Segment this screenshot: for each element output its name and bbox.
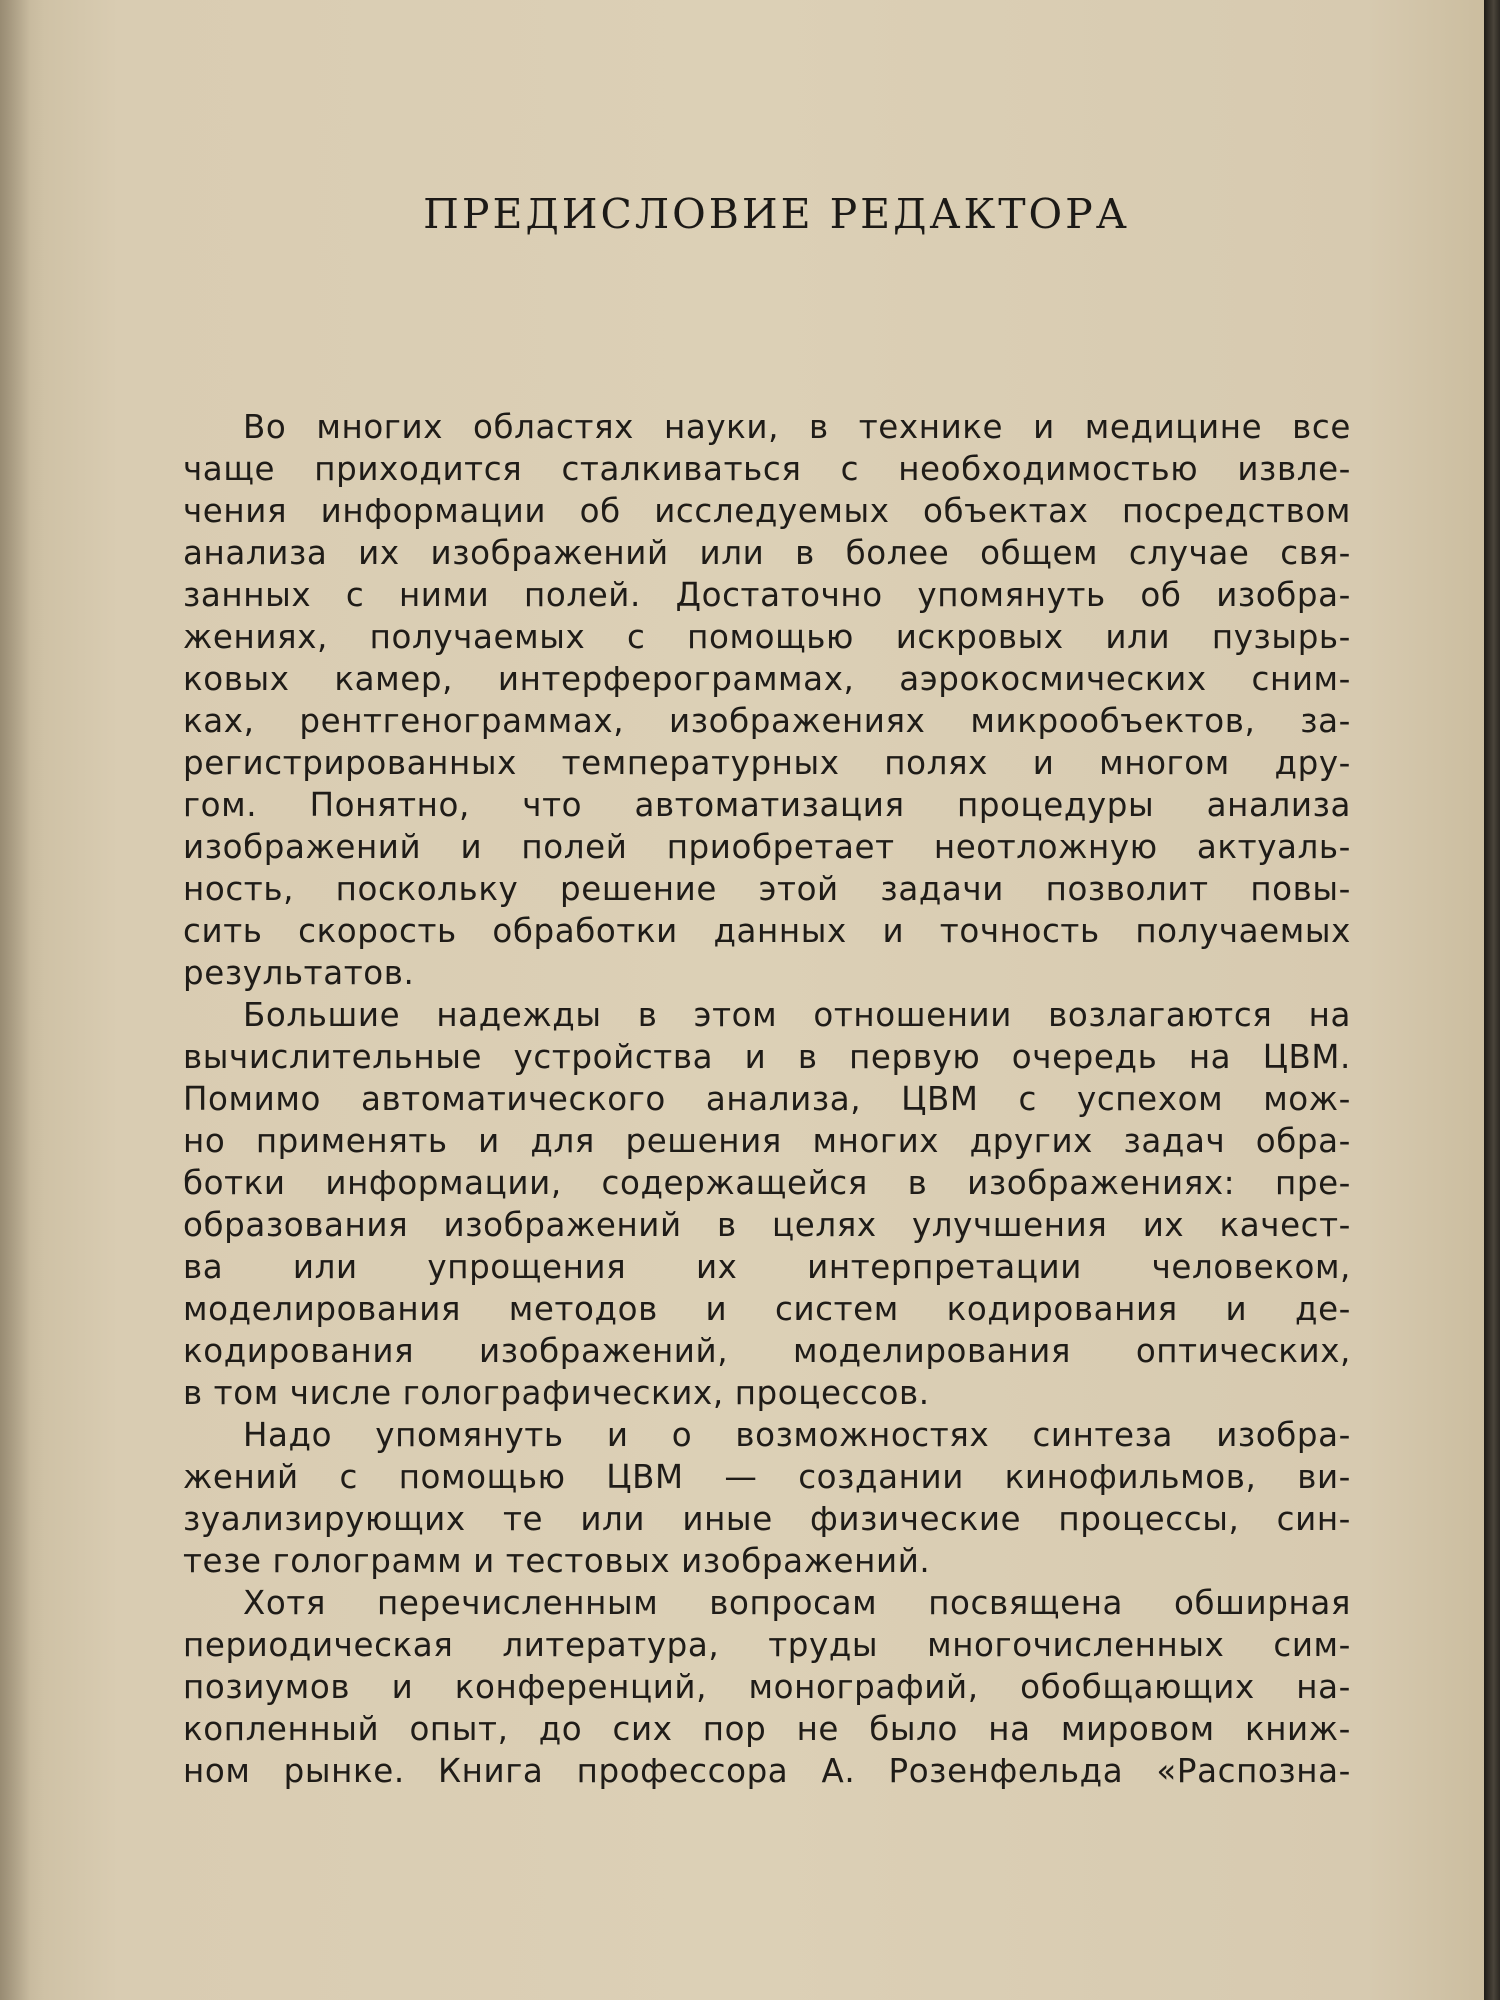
text-line: ках, рентгенограммах, изображениях микрообъектов, за- — [183, 702, 1351, 740]
text-line: изображений и полей приобретает неотложную актуаль- — [183, 828, 1351, 866]
text-line: ботки информации, содержащейся в изображениях: пре- — [183, 1164, 1351, 1202]
text-line: в том числе голографических, процессов. — [183, 1374, 930, 1412]
text-line: занных с ними полей. Достаточно упомянуть об изобра- — [183, 576, 1351, 614]
text-line: Большие надежды в этом отношении возлагаются на — [243, 996, 1351, 1034]
text-line: образования изображений в целях улучшения их качест- — [183, 1206, 1351, 1244]
body-text — [183, 406, 1351, 1792]
text-line: Хотя перечисленным вопросам посвящена обширная — [243, 1584, 1351, 1622]
page-edge-shadow — [1484, 0, 1500, 2000]
text-line: чения информации об исследуемых объектах посредством — [183, 492, 1351, 530]
text-line: копленный опыт, до сих пор не было на мировом книж- — [183, 1710, 1351, 1748]
text-line: Помимо автоматического анализа, ЦВМ с успехом мож- — [183, 1080, 1351, 1118]
text-line: вычислительные устройства и в первую очередь на ЦВМ. — [183, 1038, 1351, 1076]
text-line: Надо упомянуть и о возможностях синтеза изобра- — [243, 1416, 1351, 1454]
text-line: тезе голограмм и тестовых изображений. — [183, 1542, 931, 1580]
text-line: кодирования изображений, моделирования оптических, — [183, 1332, 1351, 1370]
text-line: ковых камер, интерферограммах, аэрокосмических сним- — [183, 660, 1351, 698]
text-line: позиумов и конференций, монографий, обобщающих на- — [183, 1668, 1351, 1706]
text-line: анализа их изображений или в более общем случае свя- — [183, 534, 1351, 572]
text-line: чаще приходится сталкиваться с необходимостью извле- — [183, 450, 1351, 488]
page-title: ПРЕДИСЛОВИЕ РЕДАКТОРА — [423, 190, 1130, 238]
text-line: регистрированных температурных полях и многом дру- — [183, 744, 1351, 782]
text-line: сить скорость обработки данных и точность получаемых — [183, 912, 1351, 950]
text-line: ном рынке. Книга профессора А. Розенфельда «Распозна- — [183, 1752, 1351, 1790]
text-line: жениях, получаемых с помощью искровых или пузырь- — [183, 618, 1351, 656]
text-line: ность, поскольку решение этой задачи позволит повы- — [183, 870, 1351, 908]
text-line: результатов. — [183, 954, 415, 992]
text-line: периодическая литература, труды многочисленных сим- — [183, 1626, 1351, 1664]
text-line: моделирования методов и систем кодирования и де- — [183, 1290, 1351, 1328]
text-line: Во многих областях науки, в технике и медицине все — [243, 408, 1351, 446]
text-line: гом. Понятно, что автоматизация процедуры анализа — [183, 786, 1351, 824]
text-line: но применять и для решения многих других задач обра- — [183, 1122, 1351, 1160]
text-line: зуализирующих те или иные физические процессы, син- — [183, 1500, 1351, 1538]
text-line: жений с помощью ЦВМ — создании кинофильмов, ви- — [183, 1458, 1351, 1496]
text-line: ва или упрощения их интерпретации человеком, — [183, 1248, 1351, 1286]
